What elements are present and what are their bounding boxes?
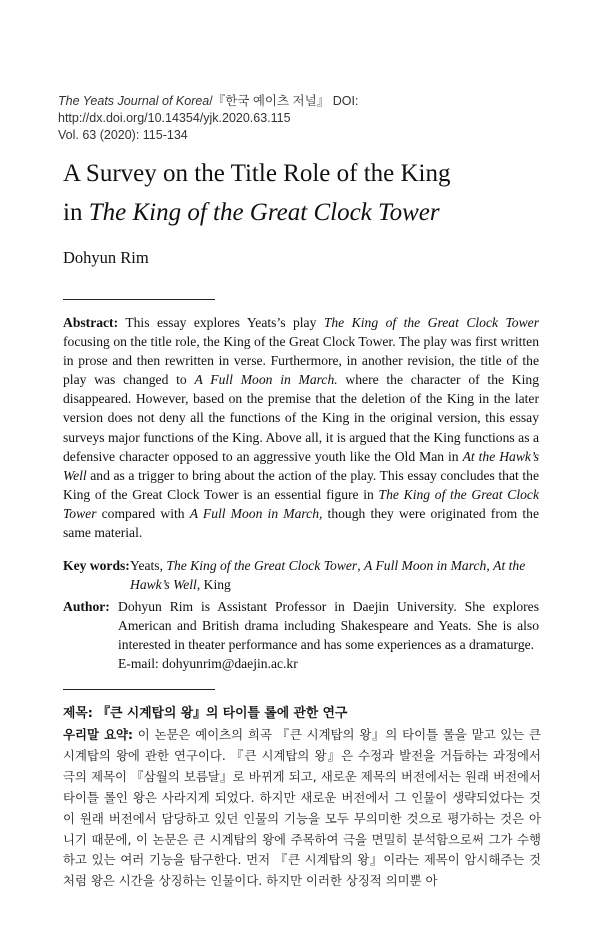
abstract [63,313,539,542]
abstract-italic: At the Hawk’s Well [63,448,540,483]
korean-title: 제목: 『큰 시계탑의 왕』의 타이틀 롤에 관한 연구 [63,706,348,721]
keywords-label: Key words: [63,558,130,573]
volume-info: Vol. 63 (2020): 115-134 [58,128,188,142]
keyword-italic: The King of the Great Clock Tower [166,558,358,573]
journal-name: The Yeats Journal of Korea [58,94,210,108]
divider-bottom [63,689,215,690]
abstract-italic: The King of the Great Clock Tower [323,315,539,330]
journal-citation-line [58,93,578,127]
abstract-text: compared with [96,505,190,521]
journal-header [58,93,578,144]
keyword-text: Yeats, [130,558,167,573]
abstract-italic: A Full Moon in March. [194,372,338,388]
author-name: Dohyun Rim [63,248,149,267]
title-line-2-prefix: in [63,199,89,226]
keyword-text: , [357,558,365,573]
title-line-2-italic: The King of the Great Clock Tower [88,199,440,226]
author-bio: Dohyun Rim is Assistant Professor in Daejin University. She explores American and British drama including Shakespeare and Yeats. She is also interested in theater performance and has some experiences as a dramaturge. [118,599,539,653]
abstract-text: focusing on the title role, the King of the Great Clock Tower. The play was first written in prose and then rewritten in verse. Furthermore, in another revision, the title of the play was changed to [63,334,539,388]
abstract-italic: The King of the Great Clock Tower [63,486,539,521]
abstract-text: and as a trigger to bring about the action of the play. This essay concludes that the King of the Great Clock Tower is an essential figure in [63,467,539,502]
korean-abstract-label: 우리말 요약: [63,727,133,742]
title-line-1: A Survey on the Title Role of the King [63,160,451,187]
author-info [63,597,539,673]
abstract-text: This essay explores Yeats’s play [118,315,324,330]
author-email[interactable]: E-mail: dohyunrim@daejin.ac.kr [118,656,298,672]
abstract-text: though they were originated from the same material. [63,505,539,541]
keyword-text: , King [196,577,231,593]
abstract-label: Abstract: [63,315,119,330]
paper-title [63,154,543,232]
abstract-text: where the character of the King disappeared. However, based on the premise that the deletion of the King in the later version does not deny all the functions of the King in the original version, this essay surveys major functions of the King. Above all, it is argued that the King functions as a defensive character opposed to an aggressive youth like the Old Man in [63,372,539,464]
author-info-body [118,597,539,673]
keywords-list [63,556,539,594]
keyword-italic: At the Hawk’s Well [130,558,526,593]
keyword-italic: A Full Moon in March [364,558,487,573]
korean-abstract [63,725,541,892]
author-info-label: Author: [63,599,110,614]
doi-link[interactable]: DOI: http://dx.doi.org/10.14354/yjk.2020.63.115 [58,94,359,125]
abstract-italic: A Full Moon in March, [189,505,323,521]
title-line-2 [63,193,543,232]
korean-abstract-text: 이 논문은 예이츠의 희곡 『큰 시계탑의 왕』의 타이틀 롤을 맡고 있는 큰 시계탑의 왕에 관한 연구이다. 『큰 시계탑의 왕』은 수정과 발전을 거듭하는 과정에서 극의 제목이 『삼월의 보름달』로 바뀌게 되고, 새로운 제목의 버전에서는 원래 버전에서 타이틀 롤인 왕은 사라지게 되었다. 하지만 새로운 버전에서 그 인물이 생략되었다는 것이 원래 버전에서 담당하고 있던 인물의 기능을 모두 무의미한 것으로 평가하는 것은 아니기 때문에, 이 논문은 큰 시계탑의 왕에 주목하여 극을 면밀히 분석함으로써 그가 수행하고 있는 여러 기능을 탐구한다. 먼저 『큰 시계탑의 왕』이라는 제목이 암시해주는 것처럼 왕은 시간을 상징하는 인물이다. 하지만 이러한 상징적 의미뿐 아 [63,727,542,889]
divider-top [63,299,215,300]
keywords [63,556,539,594]
keyword-text: , [486,558,494,573]
journal-name-korean: /『한국 예이츠 저널』 [209,94,330,108]
